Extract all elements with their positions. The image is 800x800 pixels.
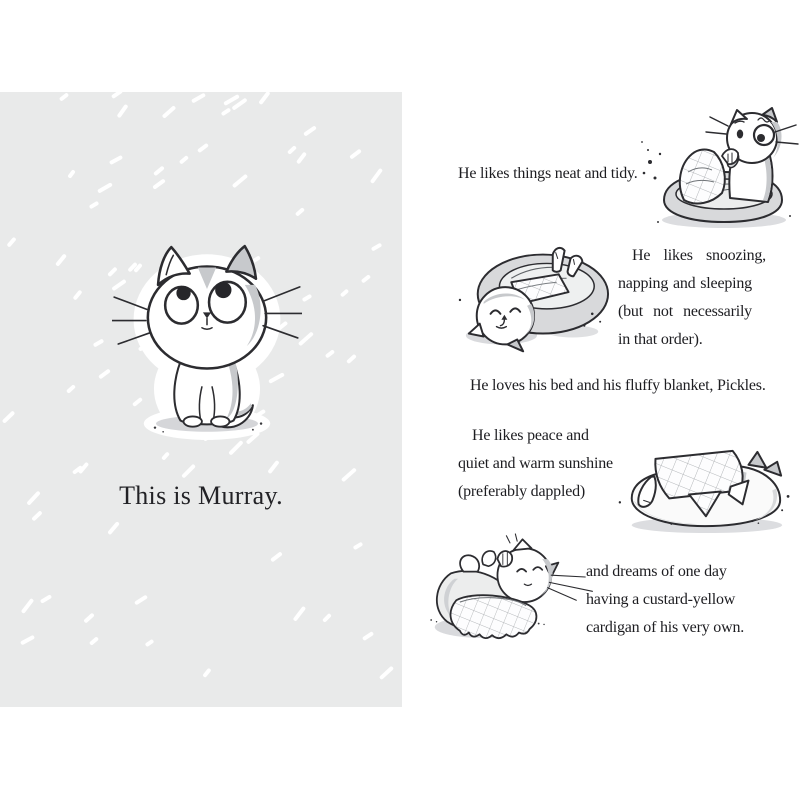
snow-dash: [270, 551, 282, 562]
text-line: (preferably dappled): [458, 483, 586, 500]
snow-dash: [370, 168, 383, 184]
murray-under-blanket-illustration: [606, 442, 794, 538]
murray-washing-blanket-illustration: [640, 106, 800, 230]
snow-dash: [144, 639, 154, 647]
text-line: napping and sleeping: [618, 275, 752, 292]
paragraph-bed: He loves his bed and his fluffy blanket, Pickles.: [470, 377, 766, 394]
snow-dash: [268, 460, 280, 474]
snow-dash: [258, 92, 270, 105]
snow-dash: [287, 145, 297, 155]
snow-dash: [161, 106, 176, 120]
snow-dash: [346, 354, 357, 364]
text-line: He likes snoozing,: [632, 247, 766, 264]
snow-dash: [202, 668, 211, 678]
text-line: quiet and warm sunshine: [458, 455, 613, 472]
snow-dash: [161, 451, 170, 461]
right-page: [402, 92, 800, 707]
snow-dash: [191, 93, 206, 104]
snow-dash: [302, 294, 313, 302]
snow-dash: [66, 384, 76, 394]
snow-dash: [324, 349, 334, 358]
snow-dash: [361, 275, 371, 284]
snow-dash: [20, 635, 35, 646]
snow-dash: [92, 339, 104, 348]
murray-standing-illustration: [112, 240, 302, 444]
snow-dash: [197, 143, 209, 153]
snow-dash: [89, 201, 100, 210]
murray-upside-down-illustration: [456, 242, 612, 354]
snow-dash: [83, 612, 95, 623]
snow-dash: [55, 254, 67, 268]
snow-dash: [353, 542, 363, 550]
snow-dash: [361, 631, 374, 641]
snow-dash: [295, 208, 305, 217]
snow-dash: [98, 368, 111, 379]
snow-dash: [292, 606, 305, 622]
snow-dash: [152, 178, 166, 190]
snow-dash: [20, 598, 33, 614]
snow-dash: [111, 92, 123, 99]
text-line: having a custard-yellow: [586, 591, 736, 608]
text-line: cardigan of his very own.: [586, 619, 745, 636]
snow-dash: [181, 464, 196, 479]
snow-dash: [378, 665, 393, 679]
snow-dash: [6, 236, 16, 247]
snow-dash: [153, 165, 164, 175]
text-line: (but not necessarily: [618, 303, 752, 320]
snow-dash: [2, 410, 16, 424]
murray-hugging-blanket-illustration: [424, 526, 596, 662]
paragraph-peace: [458, 422, 613, 506]
snow-dash: [117, 103, 129, 118]
snow-dash: [108, 155, 122, 165]
text-line: in that order).: [618, 331, 703, 348]
text-line: He likes peace and: [472, 427, 589, 444]
snow-dash: [232, 174, 248, 189]
snow-dash: [322, 613, 332, 623]
left-page: [0, 92, 402, 707]
snow-dash: [107, 521, 120, 535]
paragraph-neat: He likes things neat and tidy.: [458, 165, 638, 182]
snow-dash: [97, 182, 113, 193]
paragraph-dreams: [586, 558, 744, 642]
snow-dash: [72, 289, 82, 300]
snow-dash: [89, 636, 99, 646]
snow-dash: [31, 510, 42, 521]
page-title: This is Murray.: [119, 481, 283, 510]
snow-dash: [178, 155, 188, 164]
snow-dash: [340, 288, 349, 297]
snow-dash: [59, 92, 69, 101]
snow-dash: [370, 242, 382, 251]
snow-dash: [350, 149, 363, 160]
snow-dash: [67, 169, 76, 179]
snow-dash: [303, 125, 317, 136]
snow-dash: [134, 594, 148, 605]
text-line: and dreams of one day: [586, 563, 727, 580]
snow-dash: [296, 151, 307, 164]
paragraph-snoozing: [618, 242, 766, 354]
snow-dash: [220, 108, 230, 117]
snow-dash: [39, 594, 51, 604]
